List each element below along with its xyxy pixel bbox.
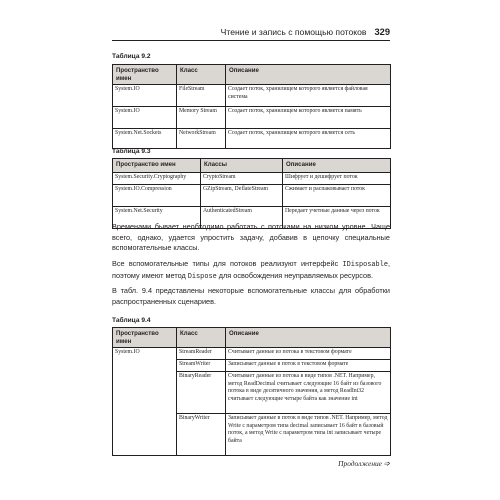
table-row <box>113 348 391 360</box>
table-cell: System.Security.Cryptography <box>113 173 201 185</box>
text-run: Все вспомогательные типы для потоков реализуют интерфейс <box>112 259 343 268</box>
column-header: Описание <box>226 65 391 85</box>
table-cell: Шифрует и дешифрует поток <box>283 173 391 185</box>
table-row <box>113 185 391 207</box>
table-cell: Создает поток, хранилищем которого является сеть <box>226 129 391 149</box>
table-9-2 <box>112 64 391 149</box>
column-header: Описание <box>226 328 391 348</box>
code-identifier: Dispose <box>187 272 217 281</box>
table-cell: Передает учетные данные через поток <box>283 207 391 229</box>
body-paragraph <box>112 259 390 282</box>
table-cell: System.Net.Security <box>113 207 201 229</box>
column-header: Класс <box>177 65 226 85</box>
namespace-cell: System.IO <box>113 348 177 456</box>
table-cell: Записывает данные в поток в текстовом формате <box>226 360 391 372</box>
table-row <box>113 173 391 185</box>
table-cell: NetworkStream <box>177 129 226 149</box>
column-header: Классы <box>201 159 283 173</box>
column-header: Пространство имен <box>113 328 177 348</box>
table-9-4 <box>112 327 391 456</box>
text-run: для освобождения неуправляемых ресурсов. <box>216 270 373 280</box>
running-header <box>112 27 390 41</box>
table-cell: Memory Stream <box>177 107 226 129</box>
column-header: Пространство имен <box>113 65 177 85</box>
column-header: Пространство имен <box>113 159 201 173</box>
table-header-row <box>113 159 391 173</box>
table-9-3 <box>112 158 391 229</box>
table-cell: FileStream <box>177 85 226 107</box>
table-cell: Создает поток, хранилищем которого является память <box>226 107 391 129</box>
table-cell: BinaryReader <box>177 372 226 414</box>
column-header: Описание <box>283 159 391 173</box>
code-identifier: IDisposable <box>342 261 388 269</box>
text-run: , поэтому имеют метод <box>112 259 390 280</box>
continued-note: Продолжение ➩ <box>338 459 390 468</box>
chapter-title: Чтение и запись с помощью потоков <box>220 27 367 37</box>
table-cell: AuthenticatedStream <box>201 207 283 229</box>
page-number: 329 <box>374 27 390 37</box>
table-cell: System.Net.Sockets <box>113 129 177 149</box>
table-row <box>113 107 391 129</box>
table-cell: Записывает данные в поток в виде типов .NET. Например, метод Write с параметром типа decimal записывает 16 байт в базовый поток, а метод Write с параметром типа int записывает четыре байта <box>226 414 391 456</box>
body-paragraph: В табл. 9.4 представлены некоторые вспомогательные классы для обработки распространенных сценариев. <box>112 286 390 306</box>
table-cell: System.IO <box>113 107 177 129</box>
table-row <box>113 129 391 149</box>
table-cell: System.IO <box>113 85 177 107</box>
table-cell: BinaryWriter <box>177 414 226 456</box>
table-cell: CryptoStream <box>201 173 283 185</box>
table-cell: Считывает данные из потока в текстовом формате <box>226 348 391 360</box>
table-cell: StreamReader <box>177 348 226 360</box>
table-caption: Таблица 9.4 <box>112 317 151 324</box>
table-cell: GZipStream, DeflateStream <box>201 185 283 207</box>
table-row <box>113 85 391 107</box>
table-cell: Сжимает и распаковывает поток <box>283 185 391 207</box>
table-caption: Таблица 9.3 <box>112 148 151 155</box>
table-header-row <box>113 65 391 85</box>
table-header-row <box>113 328 391 348</box>
table-cell: Считывает данные из потока в виде типов .NET. Например, метод ReadDecimal считывает следующие 16 байт из базового потока в виде десятичного значения, а метод ReadInt32 считывает следующие четыре байта как значение int <box>226 372 391 414</box>
table-caption: Таблица 9.2 <box>112 53 151 60</box>
table-cell: System.IO.Compression <box>113 185 201 207</box>
table-cell: StreamWriter <box>177 360 226 372</box>
column-header: Класс <box>177 328 226 348</box>
table-cell: Создает поток, хранилищем которого является файловая система <box>226 85 391 107</box>
body-paragraph: Временами бывает необходимо работать с потоками на низком уровне. Чаще всего, однако, удается упростить задачу, добавив в цепочку специальные вспомогательные классы. <box>112 222 390 253</box>
